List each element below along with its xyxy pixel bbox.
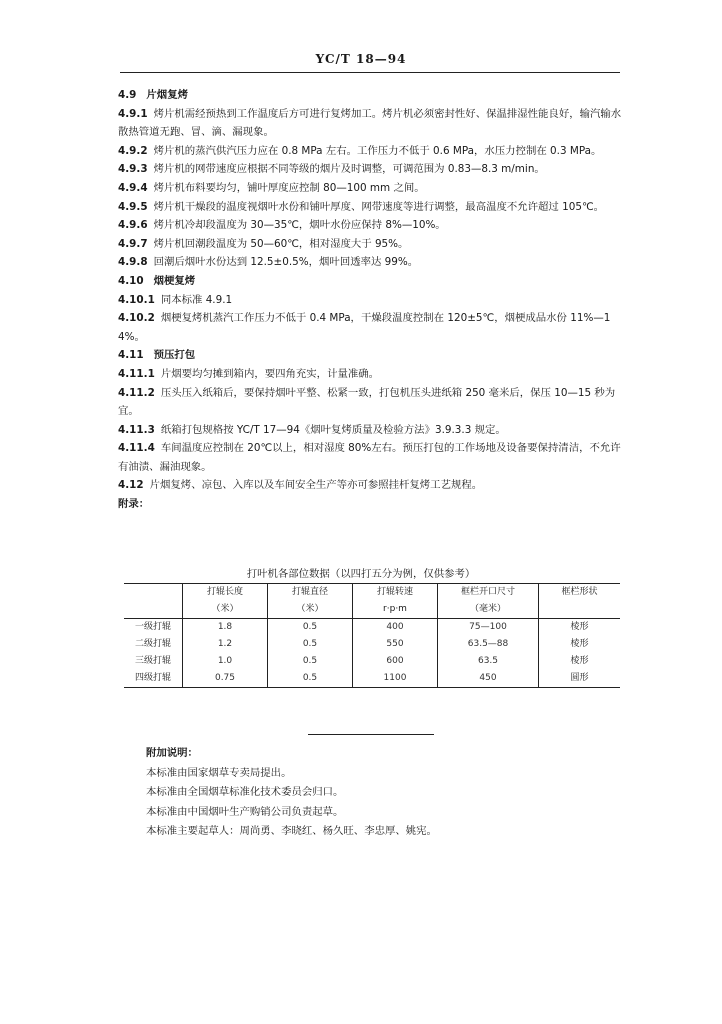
notes-title: 附加说明： (146, 747, 198, 759)
table-cell: 0.5 (268, 619, 353, 637)
paragraph (118, 142, 630, 161)
paragraph (118, 439, 630, 476)
table-cell: 棱形 (539, 653, 621, 670)
table-cell: 四级打辊 (124, 670, 183, 688)
table-cell: 三级打辊 (134, 656, 171, 666)
table-cell: 75—100 (438, 619, 539, 637)
table-header-cell: r·p·m (353, 601, 438, 619)
clause-number: 4.10 (118, 274, 144, 287)
table-cell: 400 (353, 619, 438, 637)
paragraph (118, 86, 630, 105)
clause-number: 4.9.5 (118, 200, 148, 213)
clause-number: 4.9.3 (118, 163, 148, 176)
additional-notes (146, 744, 606, 842)
table-cell: 二级打辊 (134, 639, 171, 649)
table-cell: 0.75 (183, 670, 268, 688)
paragraph (118, 309, 630, 346)
paragraph (118, 198, 630, 217)
notes-line: 本标准主要起草人：周尚勇、李晓红、杨久旺、李忠厚、姚宪。 (146, 825, 437, 837)
table-cell: 0.5 (268, 636, 353, 653)
table-header-row (124, 584, 620, 602)
clause-text: 烤片机布料要均匀，铺叶厚度应控制 80—100 mm 之间。 (153, 181, 425, 194)
table-cell: 600 (353, 653, 438, 670)
table-header-cell: 打辊长度 (183, 584, 268, 602)
clause-number: 4.9.8 (118, 256, 148, 269)
table-cell: 63.5 (438, 653, 539, 670)
clause-number: 4.10.1 (118, 293, 155, 306)
clause-number: 4.11.4 (118, 442, 155, 455)
clause-text: 烟梗复烤机蒸汽工作压力不低于 0.4 MPa，干燥段温度控制在 120±5℃，烟梗成品水份 11%—14%。 (118, 312, 611, 343)
clause-text: 烤片机冷却段温度为 30—35℃，烟叶水份应保持 8%—10%。 (153, 219, 446, 232)
clause-text: 同本标准 4.9.1 (160, 293, 233, 306)
clause-text: 烤片机回潮段温度为 50—60℃，相对湿度大于 95%。 (153, 237, 409, 250)
paragraph (118, 384, 630, 421)
table-cell: 棱形 (539, 619, 621, 637)
table-header-cell: 框栏形状 (539, 584, 621, 602)
paragraph (118, 346, 630, 365)
table-cell: 1.0 (183, 653, 268, 670)
notes-line: 本标准由国家烟草专卖局提出。 (146, 766, 292, 779)
clause-number: 4.10.2 (118, 312, 155, 325)
table-cell: 450 (438, 670, 539, 688)
table-cell: 1.8 (183, 619, 268, 637)
paragraph (118, 235, 630, 254)
clause-text: 烤片机干燥段的温度视烟叶水份和铺叶厚度、网带速度等进行调整，最高温度不允许超过 105℃。 (153, 200, 605, 213)
paragraph (118, 179, 630, 198)
clause-text: 纸箱打包规格按 YC/T 17—94《烟叶复烤质量及检验方法》3.9.3.3 规定。 (160, 423, 506, 436)
clause-number: 4.9.2 (118, 144, 148, 157)
table-row (124, 670, 620, 688)
notes-separator (308, 734, 434, 735)
clause-text: 烤片机需经预热到工作温度后方可进行复烤加工。烤片机必须密封性好、保温排湿性能良好，输汽输水散热管道无跑、冒、滴、漏现象。 (118, 107, 622, 139)
paragraph (118, 105, 630, 142)
document-header-code: YC/T 18—94 (315, 52, 407, 66)
clause-number: 4.9.4 (118, 181, 148, 194)
clause-number: 4.9 (118, 89, 137, 101)
table-header-cell (124, 601, 183, 619)
clause-text: 片烟要均匀摊到箱内，要四角充实，计量准确。 (160, 367, 380, 380)
thresher-spec-table (124, 583, 620, 688)
table-cell: 棱形 (539, 636, 621, 653)
table-cell: 1.2 (183, 636, 268, 653)
table-header-cell: （米） (183, 601, 268, 619)
clause-number: 4.12 (118, 479, 144, 492)
clause-number: 4.11.3 (118, 423, 155, 436)
table-cell: 1100 (353, 670, 438, 688)
table-header-cell: 打辊转速 (353, 584, 438, 602)
clause-text: 片烟复烤、凉包、入库以及车间安全生产等亦可参照挂杆复烤工艺规程。 (149, 479, 483, 492)
table-cell: 一级打辊 (134, 622, 171, 632)
table-header-row (124, 601, 620, 619)
clause-number: 4.11.2 (118, 386, 155, 399)
table-header-cell (539, 601, 621, 619)
clause-number: 4.9.1 (118, 107, 148, 120)
table-cell: 圆形 (539, 670, 621, 688)
table-header-cell: 打辊直径 (268, 584, 353, 602)
clause-number: 4.11 (118, 349, 144, 362)
paragraph (118, 365, 630, 384)
clause-number: 4.9.7 (118, 237, 148, 250)
table-row (124, 619, 620, 637)
notes-line: 本标准由全国烟草标准化技术委员会归口。 (146, 786, 344, 798)
paragraph (118, 421, 630, 440)
clause-text: 烤片机的蒸汽供汽压力应在 0.8 MPa 左右。工作压力不低于 0.6 MPa，水压力控制在 0.3 MPa。 (153, 144, 602, 157)
clause-text: 烤片机的网带速度应根据不同等级的烟片及时调整，可调范围为 0.83—8.3 m/min。 (153, 163, 545, 176)
clause-text: 烟梗复烤 (153, 274, 196, 287)
clause-text: 压头压入纸箱后，要保持烟叶平整、松紧一致，打包机压头进纸箱 250 毫米后，保压 10—15 秒为宜。 (118, 386, 616, 418)
paragraph (118, 216, 630, 235)
paragraph (118, 476, 630, 495)
paragraph (118, 253, 630, 272)
table-cell: 63.5—88 (438, 636, 539, 653)
header-rule (120, 72, 620, 73)
table-row (124, 653, 620, 670)
paragraph (118, 160, 630, 179)
clause-text: 车间温度应控制在 20℃以上，相对湿度 80%左右。预压打包的工作场地及设备要保持清洁，不允许有油渍、漏油现象。 (118, 442, 621, 473)
table-header-cell: 框栏开口尺寸 (438, 584, 539, 602)
paragraph (118, 291, 630, 310)
body-content (118, 86, 630, 514)
clause-number: 4.11.1 (118, 367, 155, 380)
paragraph (118, 272, 630, 291)
clause-text: 回潮后烟叶水份达到 12.5±0.5%，烟叶回透率达 99%。 (153, 256, 419, 269)
clause-text: 片烟复烤 (146, 89, 188, 101)
table-header-cell: （毫米） (438, 601, 539, 619)
table-cell: 0.5 (268, 653, 353, 670)
notes-line: 本标准由中国烟叶生产购销公司负责起草。 (146, 805, 344, 818)
table-cell: 0.5 (268, 670, 353, 688)
table-row (124, 636, 620, 653)
table-cell: 550 (353, 636, 438, 653)
table-title: 打叶机各部位数据（以四打五分为例，仅供参考） (246, 568, 476, 580)
table-header-cell: （米） (268, 601, 353, 619)
appendix-label: 附录： (118, 498, 150, 511)
clause-text: 预压打包 (153, 349, 196, 362)
table-header-cell (124, 584, 183, 602)
clause-number: 4.9.6 (118, 219, 148, 232)
